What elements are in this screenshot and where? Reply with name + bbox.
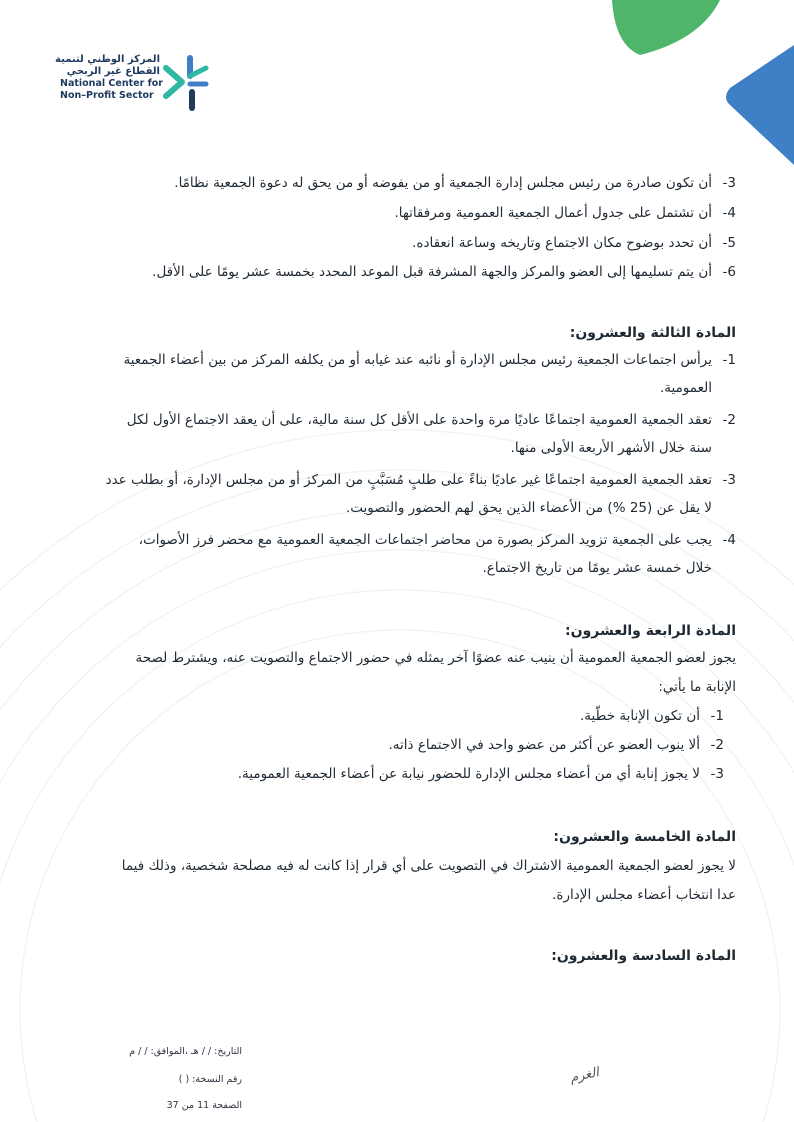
item-text-line-1: يجب على الجمعية تزويد المركز بصورة من محاضر اجتماعات الجمعية العمومية مع محضر فرز الأصوات، [138, 532, 712, 548]
logo-english-line-2: Non–Profit Sector [60, 90, 154, 101]
article-24-paragraph-line-2: الإنابة ما يأتي: [658, 679, 736, 695]
footer-copy-number: رقم النسخة: ( ) [178, 1074, 242, 1085]
item-number: 3- [722, 175, 736, 191]
item-text-line-2: خلال خمسة عشر يومًا من تاريخ الاجتماع. [482, 560, 712, 576]
article-25-paragraph-line-1: لا يجوز لعضو الجمعية العمومية الاشتراك في التصويت على أي قرار إذا كانت له فيه مصلحة شخصية، وذلك فيما [121, 858, 736, 874]
item-text-line-1: تعقد الجمعية العمومية اجتماعًا غير عاديًا بناءً على طلبٍ مُسَبَّبٍ من المركز أو من مجلس الإدارة، أو بطلب عدد [105, 472, 712, 488]
item-text: أن تشتمل على جدول أعمال الجمعية العمومية ومرفقاتها. [394, 205, 712, 221]
item-number: 5- [722, 235, 736, 251]
item-number: 1- [710, 708, 724, 724]
item-number: 2- [722, 412, 736, 428]
article-25-paragraph-line-2: عدا انتخاب أعضاء مجلس الإدارة. [552, 887, 736, 903]
article-23-heading: المادة الثالثة والعشرون: [569, 325, 736, 341]
logo-mark-icon [162, 50, 212, 114]
organization-logo [55, 50, 220, 120]
logo-arabic-line-2: القطاع غير الربحي [66, 66, 160, 77]
article-26-heading: المادة السادسة والعشرون: [551, 948, 736, 964]
corner-blue-shape [726, 45, 794, 165]
item-text-line-2: العمومية. [660, 380, 712, 396]
item-text-line-1: تعقد الجمعية العمومية اجتماعًا عاديًا مرة واحدة على الأقل كل سنة مالية، على أن يعقد الاجتماع الأول لكل [126, 412, 712, 428]
footer-page-number: الصفحة 11 من 37 [166, 1100, 242, 1111]
article-24-paragraph-line-1: يجوز لعضو الجمعية العمومية أن ينيب عنه عضوًا آخر يمثله في حضور الاجتماع والتصويت عنه، ويشترط لصحة [135, 650, 736, 666]
item-number: 3- [722, 472, 736, 488]
item-text-line-2: لا يقل عن (25 %) من الأعضاء الذين يحق لهم الحضور والتصويت. [345, 500, 712, 516]
item-text-line-1: يرأس اجتماعات الجمعية رئيس مجلس الإدارة أو نائبه عند غيابه أو من يكلفه المركز من بين أعضاء الجمعية [123, 352, 712, 368]
item-number: 6- [722, 264, 736, 280]
item-text-line-2: سنة خلال الأشهر الأربعة الأولى منها. [510, 440, 712, 456]
item-number: 3- [710, 766, 724, 782]
article-24-heading: المادة الرابعة والعشرون: [565, 623, 736, 639]
item-text: أن تكون الإنابة خطّية. [580, 708, 700, 724]
signature: الغرم [568, 1065, 601, 1086]
article-25-heading: المادة الخامسة والعشرون: [553, 829, 736, 845]
item-number: 1- [722, 352, 736, 368]
corner-green-shape [612, 0, 720, 55]
logo-arabic-line-1: المركز الوطني لتنمية [55, 54, 160, 65]
item-number: 4- [722, 532, 736, 548]
item-number: 2- [710, 737, 724, 753]
logo-english-line-1: National Center for [60, 78, 163, 89]
item-text: أن يتم تسليمها إلى العضو والمركز والجهة المشرفة قبل الموعد المحدد بخمسة عشر يومًا على الأقل. [152, 264, 712, 280]
item-text: ألا ينوب العضو عن أكثر من عضو واحد في الاجتماع ذاته. [388, 737, 700, 753]
item-text: لا يجوز إنابة أي من أعضاء مجلس الإدارة للحضور نيابة عن أعضاء الجمعية العمومية. [237, 766, 700, 782]
item-number: 4- [722, 205, 736, 221]
item-text: أن تكون صادرة من رئيس مجلس إدارة الجمعية أو من يفوضه أو من يحق له دعوة الجمعية نظامًا. [174, 175, 712, 191]
footer-date-line: التاريخ: / / هـ ،الموافق: / / م [129, 1046, 242, 1057]
item-text: أن تحدد بوضوح مكان الاجتماع وتاريخه وساعة انعقاده. [412, 235, 712, 251]
logo-text [55, 54, 163, 102]
